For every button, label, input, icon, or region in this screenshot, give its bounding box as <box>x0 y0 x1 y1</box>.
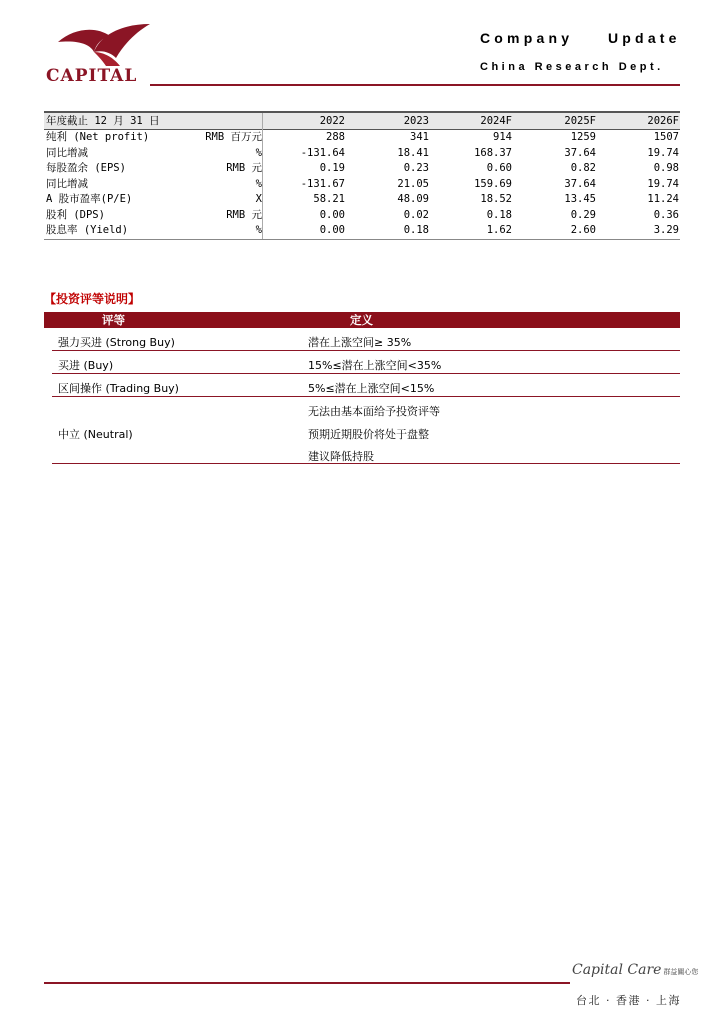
row-label: 同比增减 <box>46 147 88 159</box>
row-unit: % <box>255 147 262 159</box>
table-row <box>44 177 680 192</box>
header-company: Company <box>480 30 574 46</box>
cell-value: 21.05 <box>397 178 429 190</box>
cell-value: 1507 <box>653 131 679 143</box>
footer-brand-sub: 群益關心您 <box>663 968 699 976</box>
cell-value: 0.60 <box>486 162 512 174</box>
cell-value: 37.64 <box>564 178 596 190</box>
rating-name: 区间操作 (Trading Buy) <box>58 382 179 395</box>
table-row <box>44 130 680 145</box>
header-divider <box>150 84 680 86</box>
rating-definition: 潜在上涨空间≥ 35% <box>308 336 412 349</box>
rating-column-header: 评等 <box>102 313 125 327</box>
cell-value: 0.29 <box>570 209 596 221</box>
cell-value: 168.37 <box>474 147 512 159</box>
cell-value: 19.74 <box>647 147 679 159</box>
footer-brand-name: Capital Care <box>572 962 662 978</box>
row-divider <box>52 463 680 464</box>
cell-value: 159.69 <box>474 178 512 190</box>
cell-value: 0.82 <box>570 162 596 174</box>
table-row <box>44 208 680 223</box>
rating-definition: 建议降低持股 <box>308 450 374 463</box>
logo-text: CAPITAL <box>46 66 138 86</box>
cell-value: 48.09 <box>397 193 429 205</box>
cell-value: 0.19 <box>319 162 345 174</box>
cell-value: 0.98 <box>653 162 679 174</box>
cell-value: -131.67 <box>300 178 345 190</box>
footer-divider <box>44 982 570 984</box>
footer-cities: 台北 · 香港 · 上海 <box>576 994 681 1007</box>
cell-value: 11.24 <box>647 193 679 205</box>
cell-value: 13.45 <box>564 193 596 205</box>
cell-value: 0.00 <box>319 224 345 236</box>
cell-value: 18.52 <box>480 193 512 205</box>
row-unit: % <box>255 224 262 236</box>
table-row <box>44 192 680 207</box>
row-label: 每股盈余 (EPS) <box>46 162 126 174</box>
rating-name: 中立 (Neutral) <box>58 428 133 441</box>
cell-value: 0.02 <box>403 209 429 221</box>
row-divider <box>52 373 680 374</box>
cell-value: 0.18 <box>403 224 429 236</box>
cell-value: 341 <box>410 131 429 143</box>
row-label: 股息率 (Yield) <box>46 224 129 236</box>
row-unit: RMB 元 <box>226 209 262 221</box>
cell-value: 2.60 <box>570 224 596 236</box>
rating-name: 买进 (Buy) <box>58 359 114 372</box>
rating-definition: 无法由基本面给予投资评等 <box>308 405 440 418</box>
cell-value: 1259 <box>570 131 596 143</box>
row-unit: RMB 百万元 <box>205 131 262 143</box>
rating-definition: 预期近期股价将处于盘整 <box>308 428 429 441</box>
cell-value: 0.23 <box>403 162 429 174</box>
row-label: 同比增减 <box>46 178 88 190</box>
row-divider <box>52 396 680 397</box>
table-header-row <box>44 114 680 129</box>
header-year: 2022 <box>319 115 345 127</box>
footer-brand <box>572 962 698 978</box>
definition-column-header: 定义 <box>350 313 373 327</box>
row-unit: X <box>255 193 262 205</box>
row-divider <box>52 350 680 351</box>
row-label: 股利 (DPS) <box>46 209 105 221</box>
table-row <box>44 223 680 238</box>
rating-definition: 15%≤潜在上涨空间<35% <box>308 359 442 372</box>
row-label: 纯利 (Net profit) <box>46 131 150 143</box>
rating-table-header <box>44 312 680 328</box>
header-year: 2023 <box>403 115 429 127</box>
header-year: 2026F <box>647 115 679 127</box>
header-year: 2025F <box>564 115 596 127</box>
cell-value: 288 <box>326 131 345 143</box>
cell-value: 58.21 <box>313 193 345 205</box>
header-update: Update <box>608 30 681 46</box>
cell-value: 0.36 <box>653 209 679 221</box>
table-row <box>44 146 680 161</box>
cell-value: 0.00 <box>319 209 345 221</box>
table-bottom-border <box>44 239 680 240</box>
rating-definition: 5%≤潜在上涨空间<15% <box>308 382 435 395</box>
header-year: 2024F <box>480 115 512 127</box>
cell-value: 914 <box>493 131 512 143</box>
cell-value: 37.64 <box>564 147 596 159</box>
cell-value: -131.64 <box>300 147 345 159</box>
rating-section-title: 【投资评等说明】 <box>44 292 141 306</box>
rating-name: 强力买进 (Strong Buy) <box>58 336 175 349</box>
row-unit: % <box>255 178 262 190</box>
table-row <box>44 161 680 176</box>
cell-value: 1.62 <box>486 224 512 236</box>
row-label: A 股市盈率(P/E) <box>46 193 133 205</box>
cell-value: 19.74 <box>647 178 679 190</box>
header-dept: China Research Dept. <box>480 61 664 73</box>
header-label: 年度截止 12 月 31 日 <box>46 115 160 127</box>
cell-value: 18.41 <box>397 147 429 159</box>
cell-value: 0.18 <box>486 209 512 221</box>
row-unit: RMB 元 <box>226 162 262 174</box>
cell-value: 3.29 <box>653 224 679 236</box>
